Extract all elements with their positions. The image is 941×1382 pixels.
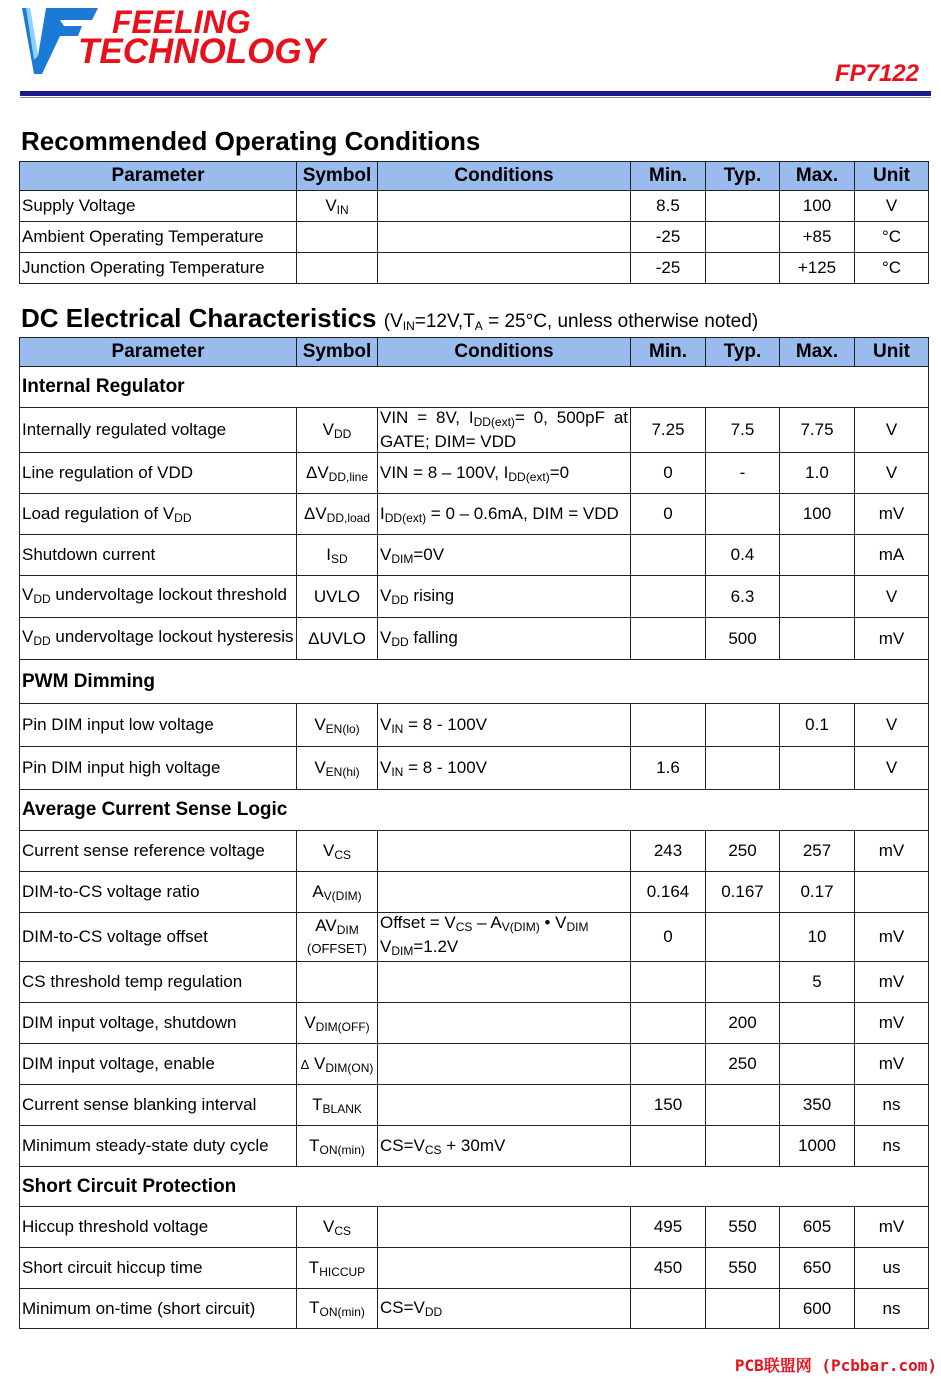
table-row — [20, 535, 929, 576]
max: 0.17 — [780, 872, 855, 913]
max: 350 — [780, 1085, 855, 1126]
conditions: $V_{DD}$ falling — [378, 618, 631, 660]
unit: mV — [855, 962, 929, 1003]
typ — [706, 747, 780, 790]
typ: 0.4 — [706, 535, 780, 576]
typ — [706, 1289, 780, 1329]
symbol: $V_{EN(lo)}$ — [297, 704, 378, 747]
typ — [706, 1126, 780, 1167]
param: Load regulation of $V_{DD}$ — [20, 494, 297, 535]
param: Junction Operating Temperature — [20, 253, 297, 284]
typ — [706, 962, 780, 1003]
unit: mV — [855, 618, 929, 660]
max — [780, 1003, 855, 1044]
logo-text-line1: FEELING — [112, 4, 251, 40]
table-row — [20, 1003, 929, 1044]
col-max: Max. — [780, 162, 855, 191]
min — [631, 1003, 706, 1044]
section-short-circuit: Short Circuit Protection — [20, 1167, 929, 1207]
unit: us — [855, 1248, 929, 1289]
col-symbol: Symbol — [297, 162, 378, 191]
conditions — [378, 1085, 631, 1126]
table-row — [20, 1085, 929, 1126]
max — [780, 535, 855, 576]
typ: - — [706, 453, 780, 494]
col-parameter: Parameter — [20, 338, 297, 367]
table-row — [20, 1044, 929, 1085]
symbol: $\Delta V_{DD,load}$ — [297, 494, 378, 535]
param: Minimum steady-state duty cycle — [20, 1126, 297, 1167]
conditions — [378, 222, 631, 253]
symbol: $V_{DIM(OFF)}$ — [297, 1003, 378, 1044]
min: 7.25 — [631, 408, 706, 453]
unit — [855, 872, 929, 913]
symbol: $I_{SD}$ — [297, 535, 378, 576]
col-min: Min. — [631, 162, 706, 191]
symbol — [297, 222, 378, 253]
max: 600 — [780, 1289, 855, 1329]
unit: V — [855, 453, 929, 494]
param: CS threshold temp regulation — [20, 962, 297, 1003]
min: 495 — [631, 1207, 706, 1248]
typ: 0.167 — [706, 872, 780, 913]
col-conditions: Conditions — [378, 162, 631, 191]
header-rule — [20, 91, 931, 96]
conditions: Offset = $V_{CS} - A_{V(DIM)}$ • $V_{DIM}$ $V_{DIM}=1.2V$ — [378, 913, 631, 962]
param: Shutdown current — [20, 535, 297, 576]
max: +125 — [780, 253, 855, 284]
max — [780, 576, 855, 618]
symbol: $V_{CS}$ — [297, 1207, 378, 1248]
section-internal-regulator: Internal Regulator — [20, 367, 929, 408]
min — [631, 535, 706, 576]
conditions: $I_{DD(ext)} = 0 - 0.6mA$, DIM = VDD — [378, 494, 631, 535]
max: +85 — [780, 222, 855, 253]
max: 10 — [780, 913, 855, 962]
typ — [706, 253, 780, 284]
symbol — [297, 962, 378, 1003]
table-row — [20, 872, 929, 913]
conditions — [378, 191, 631, 222]
min: 450 — [631, 1248, 706, 1289]
table-row — [20, 408, 929, 453]
conditions: $CS=V_{DD}$ — [378, 1289, 631, 1329]
table-row — [20, 1289, 929, 1329]
min: 8.5 — [631, 191, 706, 222]
unit: V — [855, 704, 929, 747]
max: 100 — [780, 191, 855, 222]
param: Internally regulated voltage — [20, 408, 297, 453]
min — [631, 1044, 706, 1085]
max — [780, 1044, 855, 1085]
conditions — [378, 1003, 631, 1044]
col-conditions: Conditions — [378, 338, 631, 367]
table-row — [20, 576, 929, 618]
max: 650 — [780, 1248, 855, 1289]
symbol: $T_{HICCUP}$ — [297, 1248, 378, 1289]
min: 0.164 — [631, 872, 706, 913]
company-logo — [20, 4, 330, 76]
typ: 250 — [706, 831, 780, 872]
min: -25 — [631, 253, 706, 284]
conditions: $V_{DD}$ rising — [378, 576, 631, 618]
min: 0 — [631, 453, 706, 494]
typ: 6.3 — [706, 576, 780, 618]
max: 605 — [780, 1207, 855, 1248]
symbol: $V_{CS}$ — [297, 831, 378, 872]
conditions: VIN = 8V, $I_{DD(ext)}= 0$, 500pF at GATE; DIM= VDD — [378, 408, 631, 453]
symbol: $\Delta V_{DD,line}$ — [297, 453, 378, 494]
min — [631, 962, 706, 1003]
conditions: $V_{IN} = 8 - 100V$ — [378, 704, 631, 747]
col-typ: Typ. — [706, 338, 780, 367]
typ — [706, 913, 780, 962]
symbol: $V_{DD}$ — [297, 408, 378, 453]
min: 243 — [631, 831, 706, 872]
conditions — [378, 1207, 631, 1248]
table-row — [20, 253, 929, 284]
param: Current sense reference voltage — [20, 831, 297, 872]
typ — [706, 222, 780, 253]
conditions: $V_{IN} = 8 - 100V$ — [378, 747, 631, 790]
symbol: $T_{ON(min)}$ — [297, 1126, 378, 1167]
typ: 550 — [706, 1248, 780, 1289]
typ — [706, 704, 780, 747]
table-row — [20, 747, 929, 790]
watermark: PCB联盟网 (Pcbbar.com) — [734, 1356, 937, 1375]
part-number: FP7122 — [834, 60, 919, 87]
col-typ: Typ. — [706, 162, 780, 191]
param: Hiccup threshold voltage — [20, 1207, 297, 1248]
section-row — [20, 367, 929, 408]
param: DIM input voltage, enable — [20, 1044, 297, 1085]
min — [631, 576, 706, 618]
unit: °C — [855, 222, 929, 253]
unit: °C — [855, 253, 929, 284]
typ: 250 — [706, 1044, 780, 1085]
section-row — [20, 660, 929, 704]
param: DIM input voltage, shutdown — [20, 1003, 297, 1044]
unit: mV — [855, 1207, 929, 1248]
col-min: Min. — [631, 338, 706, 367]
symbol: $V_{IN}$ — [297, 191, 378, 222]
max — [780, 618, 855, 660]
max: 7.75 — [780, 408, 855, 453]
symbol: $A_{V(DIM)}$ — [297, 872, 378, 913]
table-row — [20, 191, 929, 222]
typ: 7.5 — [706, 408, 780, 453]
table-row — [20, 1207, 929, 1248]
unit: mV — [855, 913, 929, 962]
param: DIM-to-CS voltage offset — [20, 913, 297, 962]
typ: 500 — [706, 618, 780, 660]
dc-title-note: ($V_{IN}=12V,T_A = 25^\circ C$, unless otherwise noted) — [383, 311, 759, 333]
col-parameter: Parameter — [20, 162, 297, 191]
unit: ns — [855, 1289, 929, 1329]
min: 0 — [631, 913, 706, 962]
dc-title: DC Electrical Characteristics ($V_{IN}=12V,T_A = 25^\circ C$, unless otherwise noted) — [21, 303, 759, 333]
param: $V_{DD}$ undervoltage lockout threshold — [20, 576, 297, 618]
logo-text-line2: TECHNOLOGY — [78, 32, 325, 71]
table-row — [20, 222, 929, 253]
section-row — [20, 790, 929, 831]
param: Current sense blanking interval — [20, 1085, 297, 1126]
min — [631, 1126, 706, 1167]
symbol: Δ $V_{DIM(ON)}$ — [297, 1044, 378, 1085]
table-row — [20, 913, 929, 962]
min — [631, 704, 706, 747]
unit: mV — [855, 494, 929, 535]
header-rule-thin — [20, 97, 931, 98]
max: 5 — [780, 962, 855, 1003]
min — [631, 1289, 706, 1329]
symbol: UVLO — [297, 576, 378, 618]
roc-table — [19, 161, 929, 284]
unit: mA — [855, 535, 929, 576]
unit: V — [855, 747, 929, 790]
typ — [706, 1085, 780, 1126]
typ — [706, 494, 780, 535]
param: $V_{DD}$ undervoltage lockout hysteresis — [20, 618, 297, 660]
min: 1.6 — [631, 747, 706, 790]
col-symbol: Symbol — [297, 338, 378, 367]
table-row — [20, 494, 929, 535]
typ: 550 — [706, 1207, 780, 1248]
symbol: $V_{EN(hi)}$ — [297, 747, 378, 790]
min — [631, 618, 706, 660]
max — [780, 747, 855, 790]
conditions — [378, 831, 631, 872]
unit: V — [855, 191, 929, 222]
unit: mV — [855, 831, 929, 872]
conditions — [378, 1248, 631, 1289]
min: 0 — [631, 494, 706, 535]
min: -25 — [631, 222, 706, 253]
param: Line regulation of VDD — [20, 453, 297, 494]
unit: V — [855, 576, 929, 618]
section-current-sense: Average Current Sense Logic — [20, 790, 929, 831]
roc-title: Recommended Operating Conditions — [21, 126, 481, 156]
max: 1.0 — [780, 453, 855, 494]
table-row — [20, 1126, 929, 1167]
table-row — [20, 618, 929, 660]
max: 1000 — [780, 1126, 855, 1167]
unit: mV — [855, 1044, 929, 1085]
symbol: ΔUVLO — [297, 618, 378, 660]
conditions: VIN = 8 – 100V, $I_{DD(ext)}=0$ — [378, 453, 631, 494]
max: 100 — [780, 494, 855, 535]
conditions — [378, 872, 631, 913]
param: Pin DIM input low voltage — [20, 704, 297, 747]
typ — [706, 191, 780, 222]
conditions — [378, 253, 631, 284]
conditions — [378, 962, 631, 1003]
unit: ns — [855, 1085, 929, 1126]
roc-header-row — [20, 162, 929, 191]
table-row — [20, 831, 929, 872]
col-unit: Unit — [855, 338, 929, 367]
param: Ambient Operating Temperature — [20, 222, 297, 253]
max: 257 — [780, 831, 855, 872]
conditions — [378, 1044, 631, 1085]
col-unit: Unit — [855, 162, 929, 191]
symbol — [297, 253, 378, 284]
table-row — [20, 453, 929, 494]
table-row — [20, 1248, 929, 1289]
section-row — [20, 1167, 929, 1207]
param: DIM-to-CS voltage ratio — [20, 872, 297, 913]
symbol: $T_{BLANK}$ — [297, 1085, 378, 1126]
param: Minimum on-time (short circuit) — [20, 1289, 297, 1329]
symbol: $AV_{DIM}$ (OFFSET) — [297, 913, 378, 962]
param: Short circuit hiccup time — [20, 1248, 297, 1289]
conditions: $CS=V_{CS} + 30mV$ — [378, 1126, 631, 1167]
section-pwm-dimming: PWM Dimming — [20, 660, 929, 704]
min: 150 — [631, 1085, 706, 1126]
table-row — [20, 962, 929, 1003]
dc-header-row — [20, 338, 929, 367]
conditions: $V_{DIM}=0V$ — [378, 535, 631, 576]
table-row — [20, 704, 929, 747]
typ: 200 — [706, 1003, 780, 1044]
unit: ns — [855, 1126, 929, 1167]
param: Pin DIM input high voltage — [20, 747, 297, 790]
symbol: $T_{ON(min)}$ — [297, 1289, 378, 1329]
dc-table — [19, 337, 929, 1329]
max: 0.1 — [780, 704, 855, 747]
param: Supply Voltage — [20, 191, 297, 222]
col-max: Max. — [780, 338, 855, 367]
unit: V — [855, 408, 929, 453]
unit: mV — [855, 1003, 929, 1044]
